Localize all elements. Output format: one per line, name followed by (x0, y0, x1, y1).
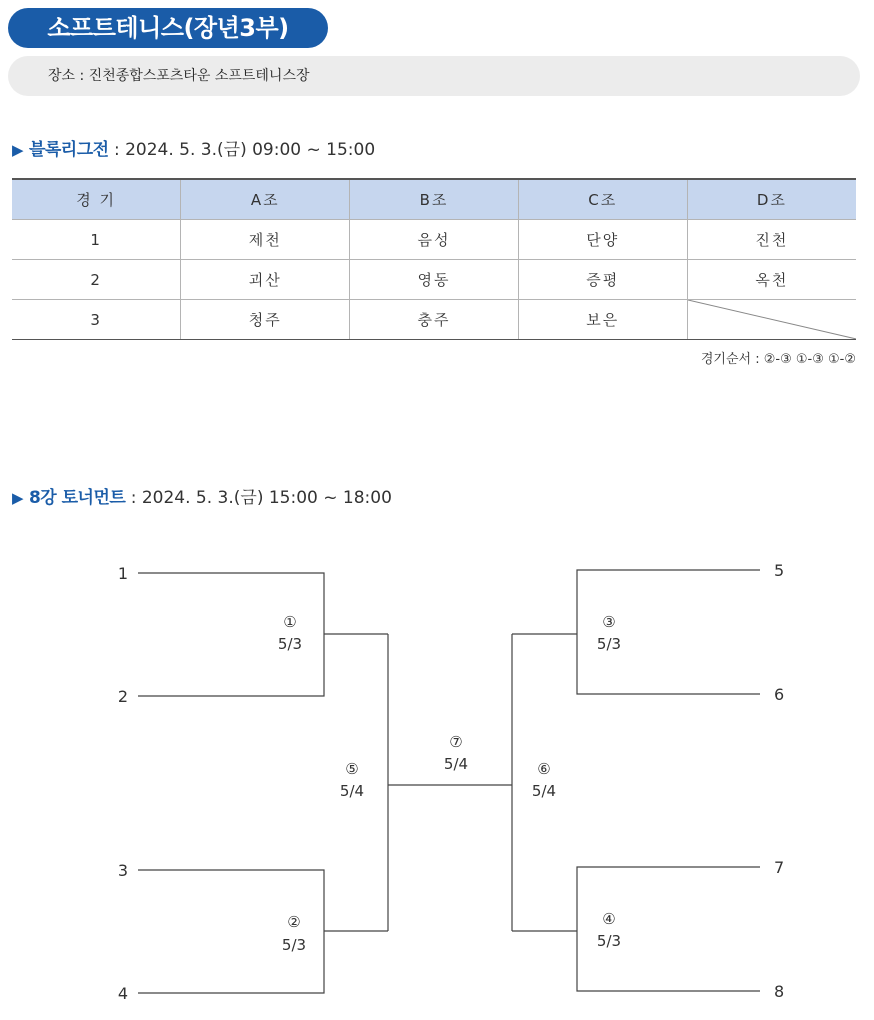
column-header: 경 기 (12, 179, 181, 220)
seed-label: 4 (117, 984, 128, 1003)
table-cell: 충주 (350, 300, 519, 340)
bracket-lines (138, 570, 760, 993)
league-schedule: : 2024. 5. 3.(금) 09:00 ~ 15:00 (108, 140, 376, 160)
table-cell: 진천 (687, 220, 856, 260)
match-number: ⑥ (537, 760, 551, 778)
table-cell: 영동 (350, 260, 519, 300)
tournament-section-heading (12, 486, 392, 510)
triangle-bullet-icon: ▶ (12, 141, 24, 159)
column-header: B조 (350, 179, 519, 220)
match-order-note: 경기순서 : ②-③ ①-③ ①-② (700, 352, 856, 367)
match-date: 5/4 (339, 782, 365, 800)
seed-label: 5 (774, 561, 785, 580)
seed-label: 2 (117, 687, 128, 706)
match-date: 5/4 (443, 755, 469, 773)
table-row (12, 220, 856, 260)
league-table (12, 178, 856, 340)
triangle-bullet-icon: ▶ (12, 489, 24, 507)
page-title: 소프트테니스(장년3부) (8, 8, 328, 48)
table-cell: 2 (12, 260, 181, 300)
table-cell: 단양 (518, 220, 687, 260)
table-cell: 3 (12, 300, 181, 340)
league-section-heading (12, 138, 375, 162)
league-section-name: 블록리그전 (28, 140, 109, 160)
match-date: 5/3 (596, 635, 622, 653)
match-number: ① (283, 613, 297, 631)
seed-label: 7 (774, 858, 785, 877)
empty-cell (687, 300, 856, 340)
venue-bar: 장소 : 진천종합스포츠타운 소프트테니스장 (8, 56, 860, 96)
table-cell: 옥천 (687, 260, 856, 300)
bracket-line (577, 570, 760, 694)
table-cell: 제천 (181, 220, 350, 260)
match-number: ② (287, 913, 301, 931)
seed-label: 1 (117, 564, 128, 583)
match-date: 5/3 (281, 936, 307, 954)
tournament-section-name: 8강 토너먼트 (28, 488, 126, 508)
match-number: ③ (602, 613, 616, 631)
match-number: ⑤ (345, 760, 359, 778)
seed-label: 3 (117, 861, 128, 880)
table-header-row (12, 179, 856, 220)
tournament-bracket (0, 540, 874, 1010)
column-header: A조 (181, 179, 350, 220)
table-cell: 보은 (518, 300, 687, 340)
table-row (12, 260, 856, 300)
column-header: C조 (518, 179, 687, 220)
table-cell: 증평 (518, 260, 687, 300)
match-date: 5/3 (277, 635, 303, 653)
bracket-line (138, 870, 324, 993)
seed-label: 8 (774, 982, 785, 1001)
table-cell: 청주 (181, 300, 350, 340)
bracket-line (577, 867, 760, 991)
tournament-schedule: : 2024. 5. 3.(금) 15:00 ~ 18:00 (125, 488, 392, 508)
match-date: 5/3 (596, 932, 622, 950)
table-cell: 1 (12, 220, 181, 260)
match-number: ⑦ (449, 733, 463, 751)
match-number: ④ (602, 910, 616, 928)
seed-label: 6 (774, 685, 785, 704)
empty-cell-slash (688, 300, 856, 339)
column-header: D조 (687, 179, 856, 220)
table-cell: 음성 (350, 220, 519, 260)
match-date: 5/4 (531, 782, 557, 800)
table-row (12, 300, 856, 340)
table-cell: 괴산 (181, 260, 350, 300)
